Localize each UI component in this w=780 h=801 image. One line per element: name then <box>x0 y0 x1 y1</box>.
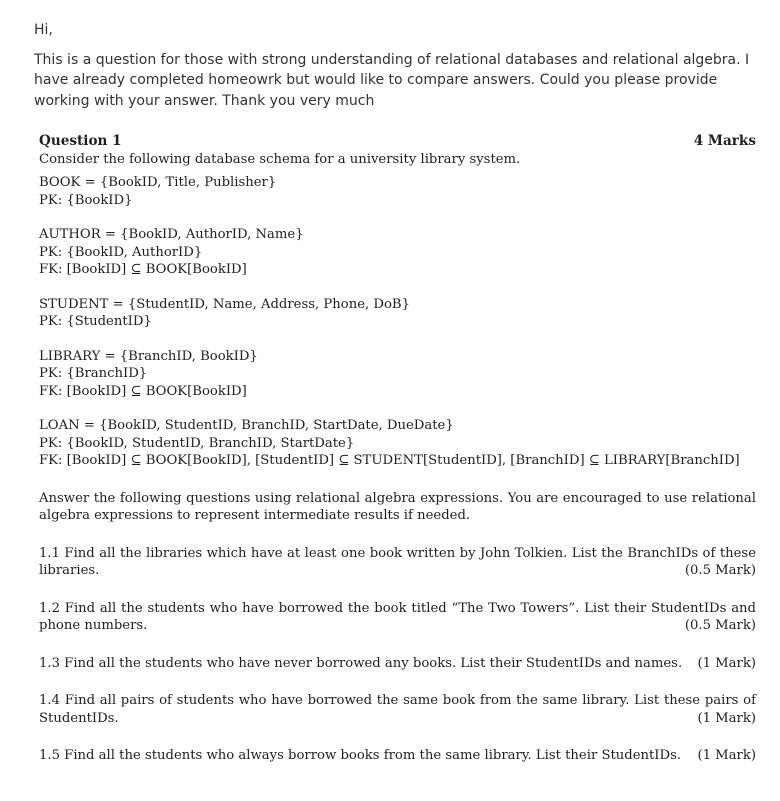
question-mark: (0.5 Mark) <box>684 563 756 578</box>
instructions: Answer the following questions using relational algebra expressions. You are encouraged to use relational algebra expressions to represent intermediate results if needed. <box>39 490 756 523</box>
question-text: 1.1 Find all the libraries which have at least one book written by John Tolkien. List the BranchIDs of these libraries. <box>39 545 756 578</box>
question-item-1-4 <box>39 692 756 727</box>
schema-line: FK: [BookID] ⊆ BOOK[BookID] <box>39 383 247 399</box>
question-marks: 4 Marks <box>693 133 756 149</box>
question-item-1-1 <box>39 545 756 580</box>
question-intro: Consider the following database schema for a university library system. <box>39 151 521 167</box>
question-title: Question 1 <box>39 133 122 149</box>
question-mark: (1 Mark) <box>697 710 756 726</box>
schema-line: FK: [BookID] ⊆ BOOK[BookID], [StudentID] ⊆ STUDENT[StudentID], [BranchID] ⊆ LIBRARY[BranchID] <box>39 453 740 468</box>
question-item-1-2 <box>39 600 756 635</box>
schema-loan <box>39 417 756 470</box>
schema-line: AUTHOR = {BookID, AuthorID, Name} <box>39 227 304 242</box>
schema-line: FK: [BookID] ⊆ BOOK[BookID] <box>39 262 247 277</box>
question-item-1-3 <box>39 655 756 673</box>
question-text: 1.3 Find all the students who have never borrowed any books. List their StudentIDs and names. <box>39 655 683 671</box>
question-text: 1.2 Find all the students who have borrowed the book titled “The Two Towers”. List their StudentIDs and phone numbers. <box>39 600 756 633</box>
schema-line: PK: {BookID} <box>39 192 133 208</box>
schema-book <box>39 174 756 209</box>
schema-line: LIBRARY = {BranchID, BookID} <box>39 348 258 364</box>
schema-line: STUDENT = {StudentID, Name, Address, Phone, DoB} <box>39 296 410 312</box>
greeting: Hi, <box>34 22 53 38</box>
question-item-1-5 <box>39 747 756 765</box>
post-message: This is a question for those with strong understanding of relational databases and relational algebra. I have already completed homeowrk but would like to compare answers. Could you please provide working with your answer. Thank you very much <box>34 51 750 109</box>
question-header <box>39 133 756 151</box>
question-text: 1.4 Find all pairs of students who have borrowed the same book from the same library. List these pairs of StudentIDs. <box>39 693 756 726</box>
schema-line: PK: {BookID, AuthorID} <box>39 244 203 260</box>
schema-line: PK: {StudentID} <box>39 314 152 329</box>
schema-author <box>39 226 756 279</box>
schema-line: BOOK = {BookID, Title, Publisher} <box>39 175 277 190</box>
question-mark: (1 Mark) <box>697 748 756 763</box>
schema-library <box>39 348 756 401</box>
question-text: 1.5 Find all the students who always borrow books from the same library. List their StudentIDs. <box>39 748 682 763</box>
question-mark: (1 Mark) <box>697 655 756 671</box>
schema-line: PK: {BranchID} <box>39 366 148 381</box>
schema-line: PK: {BookID, StudentID, BranchID, StartDate} <box>39 435 355 451</box>
question-image <box>39 133 756 765</box>
schema-student <box>39 296 756 331</box>
question-mark: (0.5 Mark) <box>684 618 756 633</box>
schema-line: LOAN = {BookID, StudentID, BranchID, StartDate, DueDate} <box>39 418 454 433</box>
post-body <box>34 20 769 111</box>
